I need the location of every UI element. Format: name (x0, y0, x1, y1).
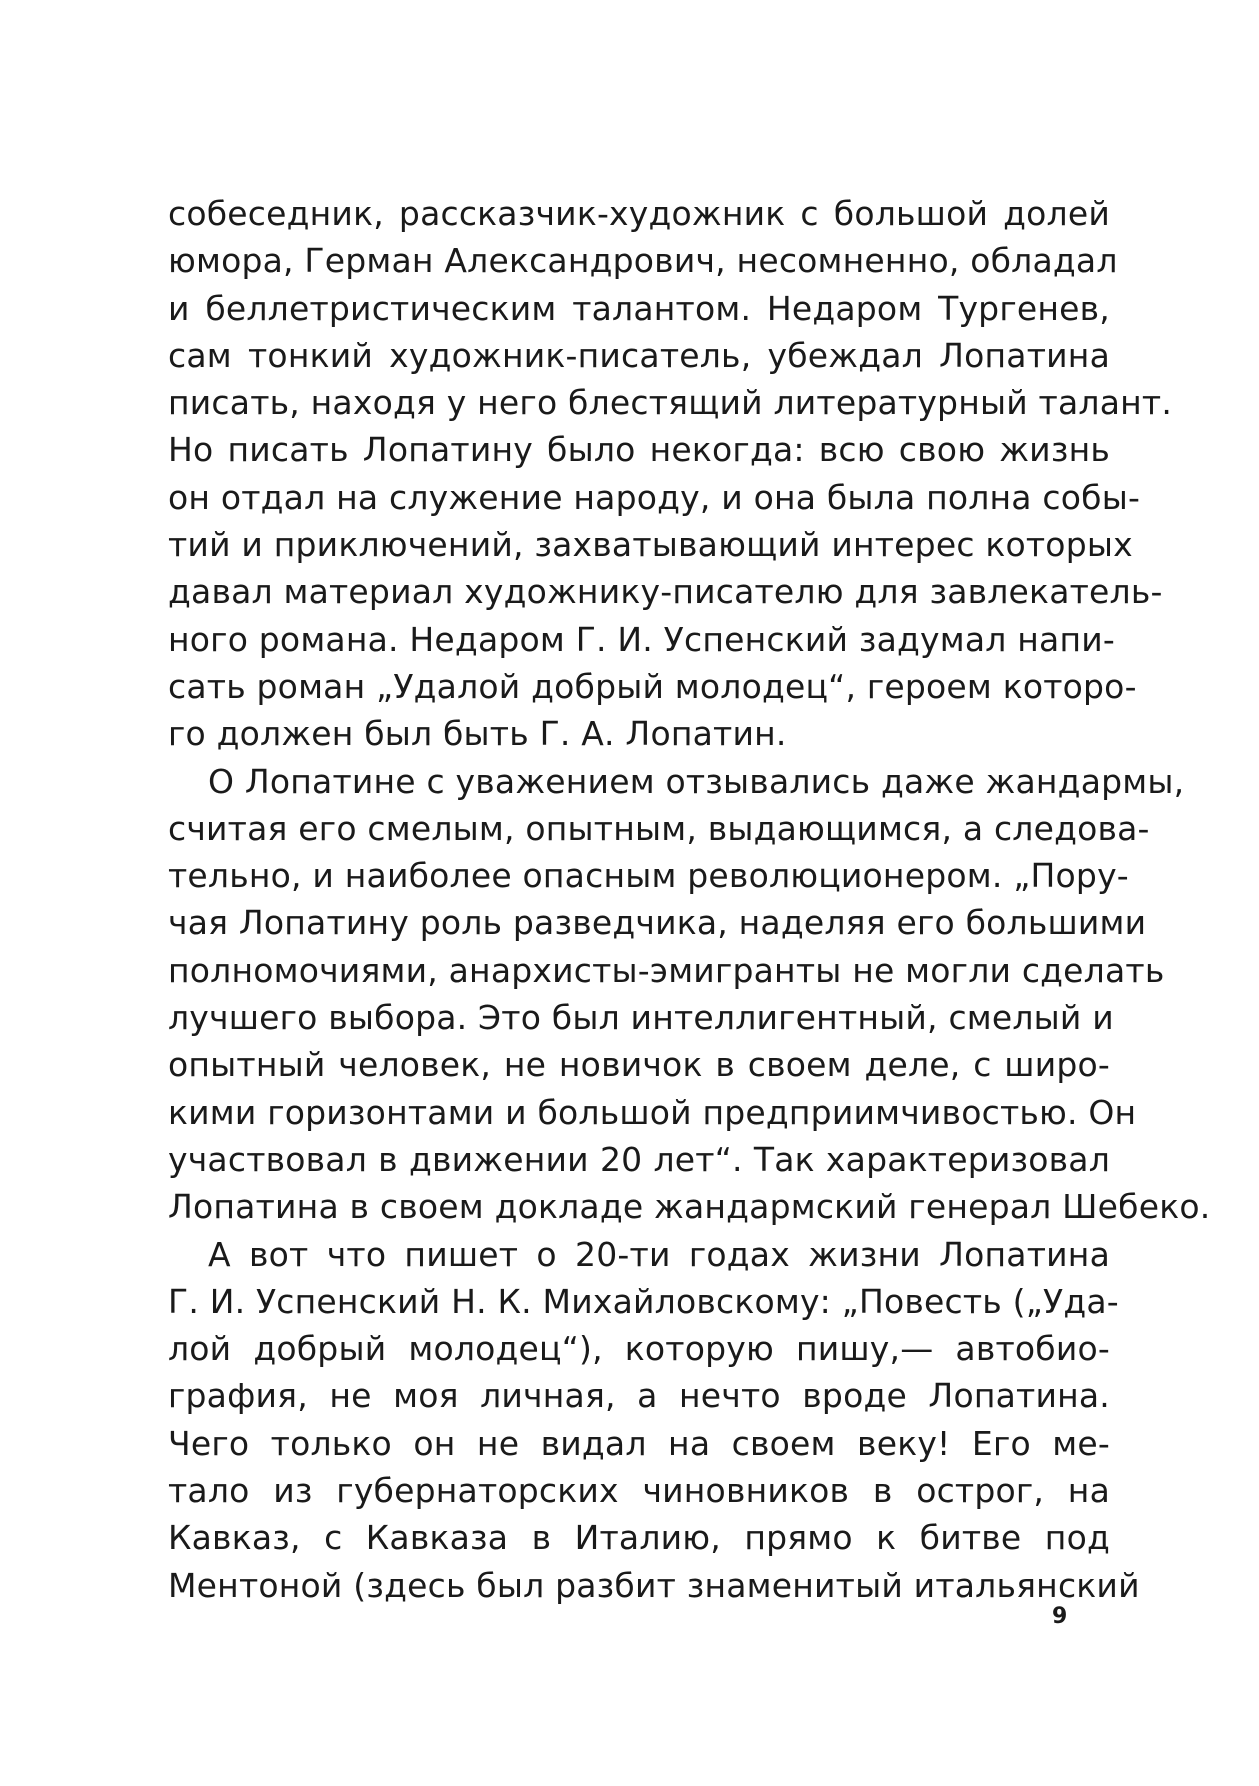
text-line: тало из губернаторских чиновников в острог, на (168, 1471, 1110, 1511)
text-line: Но писать Лопатину было некогда: всю свою жизнь (168, 430, 1110, 470)
text-line: и беллетристическим талантом. Недаром Тургенев, (168, 288, 1110, 328)
text-line: считая его смелым, опытным, выдающимся, а следова- (168, 808, 1150, 848)
text-line: сам тонкий художник-писатель, убеждал Лопатина (168, 335, 1110, 375)
text-line: сать роман „Удалой добрый молодец“, героем которо- (168, 666, 1137, 706)
text-line: чая Лопатину роль разведчика, наделяя его большими (168, 903, 1147, 943)
text-line: го должен был быть Г. А. Лопатин. (168, 714, 787, 754)
text-line: тельно, и наиболее опасным революционером. „Пору- (168, 856, 1129, 896)
text-line: Ментоной (здесь был разбит знаменитый итальянский (168, 1565, 1140, 1605)
paragraph-3 (168, 1231, 1140, 1609)
text-line: писать, находя у него блестящий литературный талант. (168, 383, 1173, 423)
text-line: он отдал на служение народу, и она была полна собы- (168, 477, 1141, 517)
text-line: полномочиями, анархисты-эмигранты не могли сделать (168, 950, 1165, 990)
text-line: Г. И. Успенский Н. К. Михайловскому: „Повесть („Уда- (168, 1281, 1119, 1321)
text-line: лучшего выбора. Это был интеллигентный, смелый и (168, 998, 1114, 1038)
text-line: графия, не моя личная, а нечто вроде Лопатина. (168, 1376, 1110, 1416)
text-line: кими горизонтами и большой предприимчивостью. Он (168, 1092, 1137, 1132)
text-line: А вот что пишет о 20-ти годах жизни Лопатина (208, 1234, 1110, 1274)
text-line: тий и приключений, захватывающий интерес которых (168, 525, 1133, 565)
text-line: опытный человек, не новичок в своем деле, с широ- (168, 1045, 1110, 1085)
text-line: собеседник, рассказчик-художник с большой долей (168, 194, 1110, 233)
paragraph-2 (168, 758, 1211, 1231)
text-line: участвовал в движении 20 лет“. Так характеризовал (168, 1139, 1110, 1179)
text-line: лой добрый молодец“), которую пишу,— автобио- (168, 1329, 1110, 1369)
body-text (168, 190, 1211, 1609)
text-line: ного романа. Недаром Г. И. Успенский задумал напи- (168, 619, 1115, 659)
text-line: юмора, Герман Александрович, несомненно, обладал (168, 241, 1118, 281)
text-line: Кавказ, с Кавказа в Италию, прямо к битве под (168, 1518, 1110, 1558)
page-number: 9 (1052, 1604, 1068, 1629)
text-line: Чего только он не видал на своем веку! Его ме- (168, 1423, 1110, 1463)
paragraph-1 (168, 190, 1173, 758)
text-line: О Лопатине с уважением отзывались даже жандармы, (208, 761, 1185, 801)
text-line: давал материал художнику-писателю для завлекатель- (168, 572, 1163, 612)
text-line: Лопатина в своем докладе жандармский генерал Шебеко. (168, 1187, 1211, 1227)
